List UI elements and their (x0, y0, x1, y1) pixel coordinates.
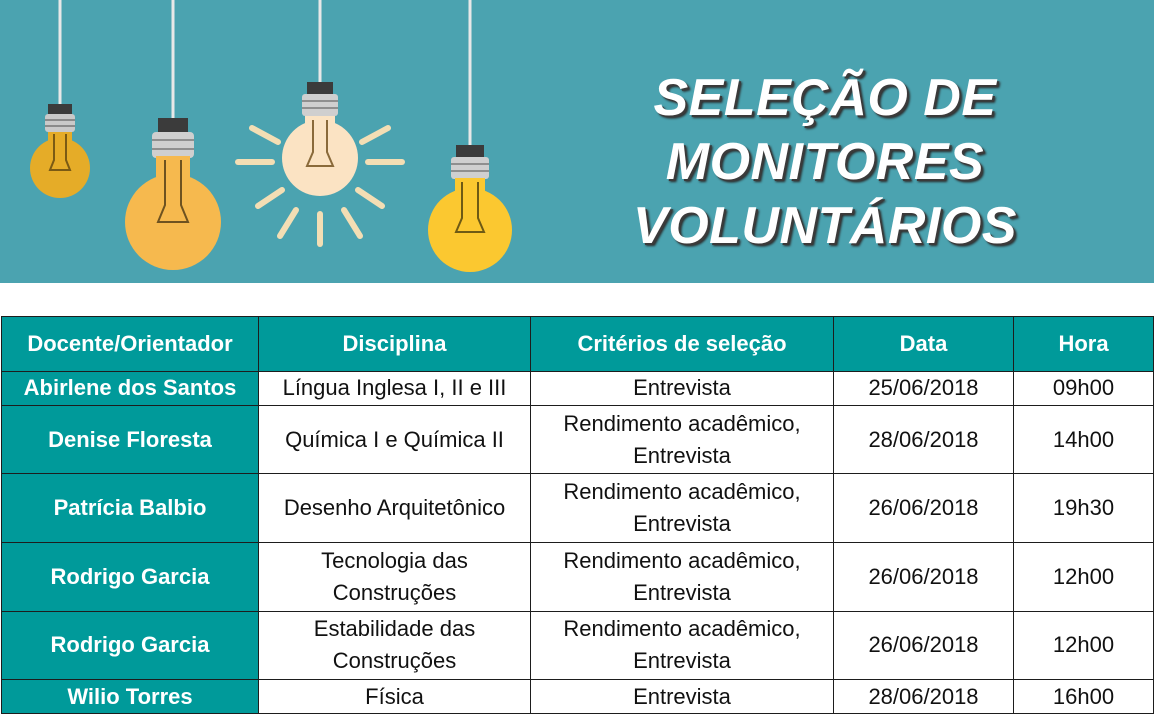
docente-cell: Rodrigo Garcia (2, 611, 259, 680)
selection-schedule-table (1, 316, 1154, 714)
criterios-line: Entrevista (633, 375, 731, 401)
table-row (2, 405, 1154, 474)
header-disciplina: Disciplina (259, 317, 531, 372)
glowing-bulb-icon (238, 82, 402, 244)
bulb-icon (125, 118, 221, 270)
criterios-line: Entrevista (633, 579, 731, 605)
criterios-cell (531, 680, 834, 714)
docente-cell: Abirlene dos Santos (2, 372, 259, 406)
title-line-1: SELEÇÃO DE MONITORES (653, 69, 997, 191)
docente-cell: Rodrigo Garcia (2, 542, 259, 611)
disciplina-line: Tecnologia das (321, 547, 468, 573)
disciplina-line: Desenho Arquitetônico (283, 495, 506, 521)
table-row (2, 542, 1154, 611)
header-criterios: Critérios de seleção (531, 317, 834, 372)
disciplina-cell (259, 680, 531, 714)
criterios-cell (531, 372, 834, 406)
hora-cell: 09h00 (1014, 372, 1154, 406)
criterios-cell (531, 542, 834, 611)
docente-cell: Denise Floresta (2, 405, 259, 474)
docente-cell: Patrícia Balbio (2, 474, 259, 543)
criterios-line: Entrevista (633, 442, 731, 468)
disciplina-cell (259, 405, 531, 474)
data-cell: 25/06/2018 (834, 372, 1014, 406)
disciplina-cell (259, 474, 531, 543)
criterios-cell (531, 405, 834, 474)
disciplina-line: Construções (332, 579, 457, 605)
bulb-icon (428, 145, 512, 272)
hora-cell: 16h00 (1014, 680, 1154, 714)
hora-cell: 14h00 (1014, 405, 1154, 474)
table-row (2, 611, 1154, 680)
criterios-line: Entrevista (633, 511, 731, 537)
criterios-line: Rendimento acadêmico, (563, 547, 801, 573)
hora-cell: 12h00 (1014, 542, 1154, 611)
hora-cell: 19h30 (1014, 474, 1154, 543)
criterios-line: Rendimento acadêmico, (563, 616, 801, 642)
data-cell: 28/06/2018 (834, 680, 1014, 714)
criterios-line: Rendimento acadêmico, (563, 410, 801, 436)
disciplina-line: Física (365, 683, 424, 709)
header-banner (0, 0, 1154, 283)
title-line-2: VOLUNTÁRIOS (633, 197, 1017, 255)
table-header-row (2, 317, 1154, 372)
docente-cell: Wilio Torres (2, 680, 259, 714)
disciplina-line: Construções (332, 648, 457, 674)
disciplina-cell (259, 372, 531, 406)
disciplina-line: Química I e Química II (285, 426, 504, 452)
hora-cell: 12h00 (1014, 611, 1154, 680)
criterios-line: Rendimento acadêmico, (563, 479, 801, 505)
data-cell: 26/06/2018 (834, 611, 1014, 680)
disciplina-line: Língua Inglesa I, II e III (282, 375, 507, 401)
criterios-cell (531, 611, 834, 680)
disciplina-cell (259, 611, 531, 680)
light-bulbs-illustration (0, 0, 520, 283)
disciplina-cell (259, 542, 531, 611)
table-row (2, 474, 1154, 543)
data-cell: 26/06/2018 (834, 542, 1014, 611)
bulb-icon (30, 104, 90, 198)
data-cell: 26/06/2018 (834, 474, 1014, 543)
header-docente: Docente/Orientador (2, 317, 259, 372)
criterios-line: Entrevista (633, 683, 731, 709)
table-row (2, 680, 1154, 714)
disciplina-line: Estabilidade das (313, 616, 476, 642)
data-cell: 28/06/2018 (834, 405, 1014, 474)
table-row (2, 372, 1154, 406)
criterios-line: Entrevista (633, 648, 731, 674)
criterios-cell (531, 474, 834, 543)
header-hora: Hora (1014, 317, 1154, 372)
header-data: Data (834, 317, 1014, 372)
page-title (505, 66, 1145, 258)
